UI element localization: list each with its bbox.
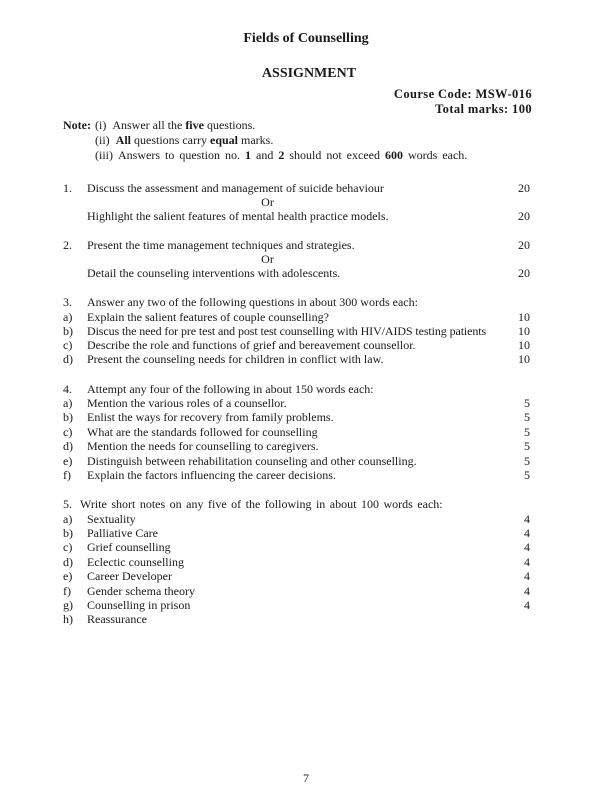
question-row <box>0 181 612 195</box>
question-text: Detail the counseling interventions with adolescents. <box>87 266 341 280</box>
or-row <box>0 252 612 266</box>
note-item <box>95 148 467 163</box>
sub-marks: 5 <box>524 425 530 439</box>
sub-question <box>0 540 612 554</box>
note-text: and <box>251 148 279 162</box>
sub-label: e) <box>63 454 73 468</box>
course-code: Course Code: MSW-016 <box>393 87 532 101</box>
note-emphasis: five <box>185 118 204 132</box>
sub-text: Reassurance <box>87 612 147 626</box>
sub-text: Grief counselling <box>87 540 171 554</box>
sub-marks: 4 <box>524 526 530 540</box>
sub-text: Enlist the ways for recovery from family problems. <box>87 410 334 424</box>
question-row <box>0 209 612 223</box>
sub-marks: 5 <box>524 454 530 468</box>
question-text: Discuss the assessment and management of suicide behaviour <box>87 181 384 195</box>
question-marks: 20 <box>518 181 530 195</box>
sub-text: Present the counseling needs for children in conflict with law. <box>87 352 384 366</box>
sub-marks: 5 <box>524 396 530 410</box>
sub-label: e) <box>63 569 73 583</box>
sub-text: Mention the needs for counselling to caregivers. <box>87 439 319 453</box>
note-text: Answers to question no. <box>118 148 245 162</box>
assignment-heading: ASSIGNMENT <box>261 66 357 81</box>
sub-text: Discus the need for pre test and post test counselling with HIV/AIDS testing patients <box>87 324 487 338</box>
sub-marks: 4 <box>524 569 530 583</box>
note-text: words each. <box>402 148 468 162</box>
question-text: Present the time management techniques and strategies. <box>87 238 355 252</box>
sub-label: f) <box>63 584 71 598</box>
question-number: 2. <box>63 238 72 252</box>
sub-marks: 5 <box>524 439 530 453</box>
sub-question <box>0 396 612 410</box>
sub-question <box>0 555 612 569</box>
note-emphasis: 2 <box>278 148 285 162</box>
question-number: 3. <box>63 295 72 309</box>
sub-question <box>0 454 612 468</box>
sub-text: Mention the various roles of a counsellor. <box>87 396 287 410</box>
sub-text: Counselling in prison <box>87 598 191 612</box>
question-number: 1. <box>63 181 72 195</box>
or-separator: Or <box>261 252 274 266</box>
sub-question <box>0 468 612 482</box>
or-separator: Or <box>261 195 274 209</box>
sub-label: b) <box>63 526 73 540</box>
sub-question <box>0 324 612 338</box>
note-emphasis: 600 <box>384 148 403 162</box>
sub-text: Eclectic counselling <box>87 555 184 569</box>
sub-label: a) <box>63 512 73 526</box>
sub-marks: 10 <box>518 310 530 324</box>
note-item <box>95 133 273 148</box>
sub-question <box>0 569 612 583</box>
sub-marks: 10 <box>518 352 530 366</box>
sub-text: Distinguish between rehabilitation counseling and other counselling. <box>87 454 417 468</box>
sub-label: a) <box>63 396 73 410</box>
sub-label: b) <box>63 324 73 338</box>
note-text: Answer all the <box>112 118 186 132</box>
sub-text: Explain the salient features of couple counselling? <box>87 310 329 324</box>
question-intro: Answer any two of the following questions in about 300 words each: <box>87 295 418 309</box>
sub-text: Describe the role and functions of grief and bereavement counsellor. <box>87 338 416 352</box>
or-row <box>0 195 612 209</box>
question-row <box>0 266 612 280</box>
note-text: questions. <box>203 118 256 132</box>
sub-label: c) <box>63 338 73 352</box>
sub-marks: 10 <box>518 324 530 338</box>
sub-marks: 5 <box>524 468 530 482</box>
sub-label: h) <box>63 612 73 626</box>
sub-question <box>0 352 612 366</box>
sub-label: b) <box>63 410 73 424</box>
question-text: Highlight the salient features of mental health practice models. <box>87 209 389 223</box>
question-intro-row <box>0 497 612 511</box>
sub-label: a) <box>63 310 73 324</box>
sub-label: d) <box>63 439 73 453</box>
note-text: questions carry <box>131 133 210 147</box>
sub-text: Gender schema theory <box>87 584 195 598</box>
question-marks: 20 <box>518 266 530 280</box>
sub-label: c) <box>63 540 73 554</box>
sub-label: f) <box>63 468 71 482</box>
sub-label: d) <box>63 352 73 366</box>
question-intro: Attempt any four of the following in about 150 words each: <box>87 382 374 396</box>
sub-question <box>0 612 612 626</box>
note-num: (iii) <box>95 148 113 162</box>
sub-marks: 5 <box>524 410 530 424</box>
total-marks: Total marks: 100 <box>435 102 532 116</box>
sub-marks: 10 <box>518 338 530 352</box>
question-row <box>0 238 612 252</box>
sub-marks: 4 <box>524 540 530 554</box>
sub-marks: 4 <box>524 598 530 612</box>
sub-question <box>0 425 612 439</box>
sub-text: What are the standards followed for counselling <box>87 425 318 439</box>
sub-label: d) <box>63 555 73 569</box>
note-text: should not exceed <box>284 148 385 162</box>
document-title: Fields of Counselling <box>243 31 369 46</box>
sub-label: g) <box>63 598 73 612</box>
sub-question <box>0 338 612 352</box>
note-emphasis: equal <box>210 133 239 147</box>
note-num: (ii) <box>95 133 110 147</box>
sub-question <box>0 410 612 424</box>
question-marks: 20 <box>518 209 530 223</box>
note-emphasis: All <box>115 133 132 147</box>
sub-question <box>0 584 612 598</box>
note-emphasis: 1 <box>245 148 251 162</box>
sub-text: Palliative Care <box>87 526 158 540</box>
note-label: Note: <box>63 118 91 132</box>
sub-question <box>0 310 612 324</box>
sub-question <box>0 598 612 612</box>
question-marks: 20 <box>518 238 530 252</box>
sub-marks: 4 <box>524 512 530 526</box>
note-item <box>95 118 255 133</box>
sub-text: Career Developer <box>87 569 172 583</box>
sub-question <box>0 439 612 453</box>
question-number: 4. <box>63 382 72 396</box>
sub-text: Explain the factors influencing the career decisions. <box>87 468 336 482</box>
note-num: (i) <box>95 118 107 132</box>
question-number: 5. <box>63 497 72 511</box>
question-intro-row <box>0 295 612 309</box>
sub-question <box>0 526 612 540</box>
sub-label: c) <box>63 425 73 439</box>
sub-marks: 4 <box>524 584 530 598</box>
question-intro-row <box>0 382 612 396</box>
sub-text: Sextuality <box>87 512 136 526</box>
sub-marks: 4 <box>524 555 530 569</box>
question-intro: Write short notes on any five of the following in about 100 words each: <box>80 497 443 511</box>
page-number: 7 <box>303 771 309 785</box>
sub-question <box>0 512 612 526</box>
note-text: marks. <box>238 133 274 147</box>
